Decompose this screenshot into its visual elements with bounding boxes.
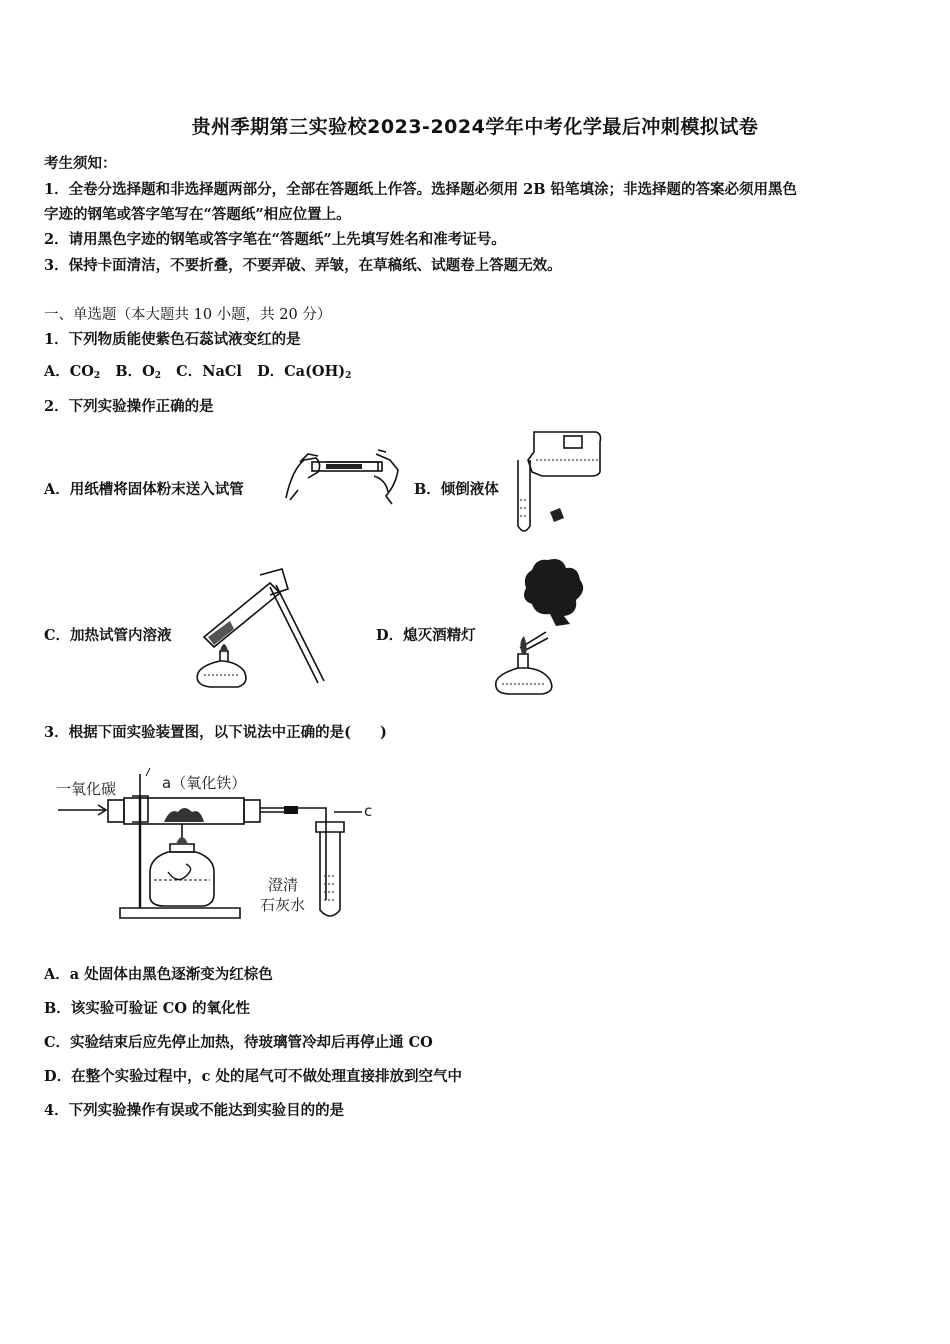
q2-stem: 2．下列实验操作正确的是: [44, 398, 214, 415]
limewater-label-1: 澄清: [268, 876, 299, 894]
co-label: 一氧化碳: [56, 780, 117, 798]
q2-option-b: B．倾倒液体: [414, 481, 499, 498]
q1-option-b: B．$O_2$: [115, 363, 161, 381]
pouring-liquid-illustration: [512, 430, 604, 538]
q1-stem: 1．下列物质能使紫色石蕊试液变红的是: [44, 331, 301, 348]
notice-heading: 考生须知：: [44, 155, 117, 172]
q1-option-c: C．NaCl: [176, 363, 242, 380]
q3-option-c: C．实验结束后应先停止加热，待玻璃管冷却后再停止通 CO: [44, 1034, 433, 1051]
notice-line-1b: 字迹的钢笔或答字笔写在“答题纸”相应位置上。: [44, 206, 351, 223]
q2-option-c: C．加热试管内溶液: [44, 627, 172, 644]
apparatus-drawing: [54, 760, 384, 920]
page-title: 贵州季期第三实验校2023-2024学年中考化学最后冲刺模拟试卷: [191, 116, 759, 138]
q1-options: [44, 360, 351, 381]
q4-stem: 4．下列实验操作有误或不能达到实验目的的是: [44, 1102, 345, 1119]
notice-line-3: 3．保持卡面清洁，不要折叠，不要弄破、弄皱，在草稿纸、试题卷上答题无效。: [44, 257, 562, 274]
co-reduction-apparatus: [54, 760, 384, 920]
paper-trough-illustration: [278, 440, 403, 510]
c-label: c: [364, 802, 373, 820]
notice-line-2: 2．请用黑色字迹的钢笔或答字笔在“答题纸”上先填写姓名和准考证号。: [44, 231, 506, 248]
q3-option-b: B．该实验可验证 CO 的氧化性: [44, 1000, 251, 1017]
q3-stem: 3．根据下面实验装置图，以下说法中正确的是( ): [44, 724, 387, 741]
section-heading: 一、单选题（本大题共 10 小题，共 20 分）: [44, 307, 332, 323]
q1-option-d: D．$Ca(OH)_2$: [257, 363, 352, 381]
q1-option-a: A．$CO_2$: [44, 363, 101, 381]
a-label: a（氧化铁）: [162, 774, 247, 792]
heating-test-tube-illustration: [190, 565, 330, 690]
q2-option-a: A．用纸槽将固体粉末送入试管: [44, 481, 244, 498]
q2-option-d: D．熄灭酒精灯: [376, 627, 476, 644]
q3-option-d: D．在整个实验过程中，c 处的尾气可不做处理直接排放到空气中: [44, 1068, 462, 1085]
q3-option-a: A．a 处固体由黑色逐渐变为红棕色: [44, 966, 273, 983]
notice-line-1a: 1．全卷分选择题和非选择题两部分，全部在答题纸上作答。选择题必须用 2B 铅笔填涂；非选择题的答案必须用黑色: [44, 181, 798, 198]
extinguish-lamp-illustration: [492, 556, 592, 696]
limewater-label-2: 石灰水: [260, 896, 306, 914]
